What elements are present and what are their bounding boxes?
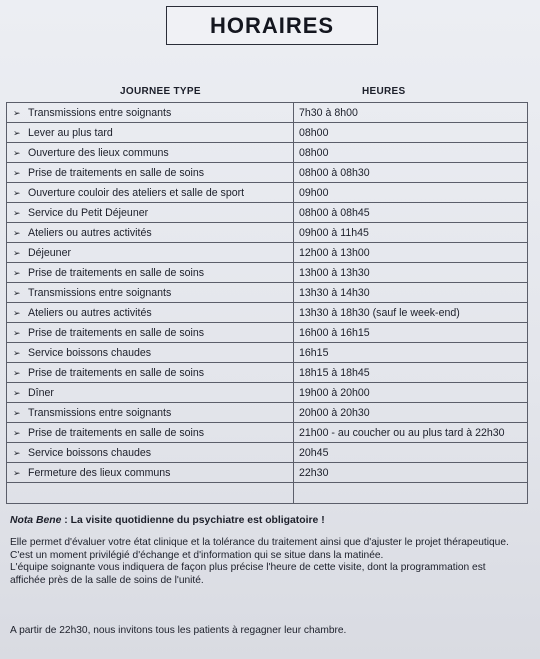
activity-cell	[7, 403, 294, 423]
empty-cell	[7, 483, 294, 504]
table-row	[7, 223, 528, 243]
table-row	[7, 343, 528, 363]
arrow-bullet-icon: ➢	[13, 367, 21, 378]
hours-cell: 12h00 à 13h00	[294, 243, 528, 263]
activity-label: Ouverture couloir des ateliers et salle de sport	[28, 186, 245, 199]
activity-cell	[7, 463, 294, 483]
hours-cell: 13h30 à 18h30 (sauf le week-end)	[294, 303, 528, 323]
table-row	[7, 443, 528, 463]
arrow-bullet-icon: ➢	[13, 227, 21, 238]
activity-cell	[7, 123, 294, 143]
activity-label: Prise de traitements en salle de soins	[28, 266, 205, 279]
arrow-bullet-icon: ➢	[13, 107, 21, 118]
activity-cell	[7, 303, 294, 323]
activity-label: Transmissions entre soignants	[28, 106, 172, 119]
activity-label: Service boissons chaudes	[28, 446, 152, 459]
title-box	[166, 6, 378, 45]
table-row	[7, 423, 528, 443]
nota-bene-text: : La visite quotidienne du psychiatre est obligatoire !	[61, 515, 325, 526]
hours-cell: 09h00 à 11h45	[294, 223, 528, 243]
arrow-bullet-icon: ➢	[13, 147, 21, 158]
activity-cell	[7, 263, 294, 283]
table-row	[7, 243, 528, 263]
table-row	[7, 163, 528, 183]
hours-cell: 20h45	[294, 443, 528, 463]
activity-label: Déjeuner	[28, 246, 71, 259]
page-title: HORAIRES	[209, 12, 335, 38]
arrow-bullet-icon: ➢	[13, 207, 21, 218]
schedule-table	[6, 102, 528, 504]
column-header-hours: HEURES	[362, 86, 406, 97]
activity-cell	[7, 443, 294, 463]
visit-paragraph-line: Elle permet d'évaluer votre état clinique et la tolérance du traitement ainsi que d'ajuster le projet thérapeutique.	[10, 537, 509, 548]
activity-label: Service boissons chaudes	[28, 346, 152, 359]
activity-cell	[7, 363, 294, 383]
arrow-bullet-icon: ➢	[13, 447, 21, 458]
arrow-bullet-icon: ➢	[13, 307, 21, 318]
visit-paragraph-line: C'est un moment privilégié d'échange et d'information qui se situe dans la matinée.	[10, 549, 384, 561]
activity-label: Ateliers ou autres activités	[28, 306, 152, 319]
activity-label: Service du Petit Déjeuner	[28, 206, 149, 219]
hours-cell: 7h30 à 8h00	[294, 103, 528, 123]
table-row	[7, 323, 528, 343]
arrow-bullet-icon: ➢	[13, 187, 21, 198]
hours-cell: 13h00 à 13h30	[294, 263, 528, 283]
table-row	[7, 143, 528, 163]
hours-cell: 08h00 à 08h45	[294, 203, 528, 223]
activity-cell	[7, 343, 294, 363]
hours-cell: 08h00 à 08h30	[294, 163, 528, 183]
table-row	[7, 403, 528, 423]
hours-cell: 19h00 à 20h00	[294, 383, 528, 403]
activity-cell	[7, 423, 294, 443]
schedule-rows	[7, 103, 528, 504]
activity-cell	[7, 323, 294, 343]
arrow-bullet-icon: ➢	[13, 267, 21, 278]
hours-cell: 08h00	[294, 123, 528, 143]
arrow-bullet-icon: ➢	[13, 167, 21, 178]
arrow-bullet-icon: ➢	[13, 407, 21, 418]
activity-label: Fermeture des lieux communs	[28, 466, 171, 479]
hours-cell: 09h00	[294, 183, 528, 203]
column-header-activity: JOURNEE TYPE	[120, 86, 201, 97]
hours-cell: 21h00 - au coucher ou au plus tard à 22h30	[294, 423, 528, 443]
activity-label: Lever au plus tard	[28, 126, 113, 139]
activity-cell	[7, 163, 294, 183]
activity-label: Prise de traitements en salle de soins	[28, 366, 205, 379]
activity-cell	[7, 243, 294, 263]
activity-label: Transmissions entre soignants	[28, 286, 172, 299]
arrow-bullet-icon: ➢	[13, 247, 21, 258]
activity-label: Prise de traitements en salle de soins	[28, 426, 205, 439]
activity-cell	[7, 183, 294, 203]
activity-label: Dîner	[28, 386, 54, 399]
table-row	[7, 203, 528, 223]
hours-cell: 22h30	[294, 463, 528, 483]
visit-explanation	[10, 537, 522, 587]
activity-cell	[7, 283, 294, 303]
arrow-bullet-icon: ➢	[13, 127, 21, 138]
activity-label: Ateliers ou autres activités	[28, 226, 152, 239]
table-row	[7, 463, 528, 483]
table-row	[7, 263, 528, 283]
nota-bene-label: Nota Bene	[10, 515, 62, 526]
activity-cell	[7, 103, 294, 123]
nota-bene	[10, 515, 325, 526]
table-row	[7, 383, 528, 403]
activity-label: Transmissions entre soignants	[28, 406, 172, 419]
table-row	[7, 283, 528, 303]
table-row	[7, 183, 528, 203]
empty-cell	[294, 483, 528, 504]
activity-label: Prise de traitements en salle de soins	[28, 166, 205, 179]
activity-cell	[7, 143, 294, 163]
arrow-bullet-icon: ➢	[13, 347, 21, 358]
table-row	[7, 103, 528, 123]
hours-cell: 18h15 à 18h45	[294, 363, 528, 383]
hours-cell: 16h15	[294, 343, 528, 363]
activity-label: Ouverture des lieux communs	[28, 146, 169, 159]
hours-cell: 08h00	[294, 143, 528, 163]
activity-cell	[7, 203, 294, 223]
activity-cell	[7, 223, 294, 243]
table-row	[7, 363, 528, 383]
activity-label: Prise de traitements en salle de soins	[28, 326, 205, 339]
empty-row	[7, 483, 528, 504]
hours-cell: 13h30 à 14h30	[294, 283, 528, 303]
table-row	[7, 123, 528, 143]
arrow-bullet-icon: ➢	[13, 287, 21, 298]
visit-paragraph-line: L'équipe soignante vous indiquera de façon plus précise l'heure de cette visite, dont la programmation est affichée près de la salle de soins de l'unité.	[10, 562, 486, 586]
arrow-bullet-icon: ➢	[13, 467, 21, 478]
table-row	[7, 303, 528, 323]
arrow-bullet-icon: ➢	[13, 327, 21, 338]
arrow-bullet-icon: ➢	[13, 427, 21, 438]
hours-cell: 20h00 à 20h30	[294, 403, 528, 423]
arrow-bullet-icon: ➢	[13, 387, 21, 398]
activity-cell	[7, 383, 294, 403]
closing-note: A partir de 22h30, nous invitons tous les patients à regagner leur chambre.	[10, 625, 347, 636]
hours-cell: 16h00 à 16h15	[294, 323, 528, 343]
